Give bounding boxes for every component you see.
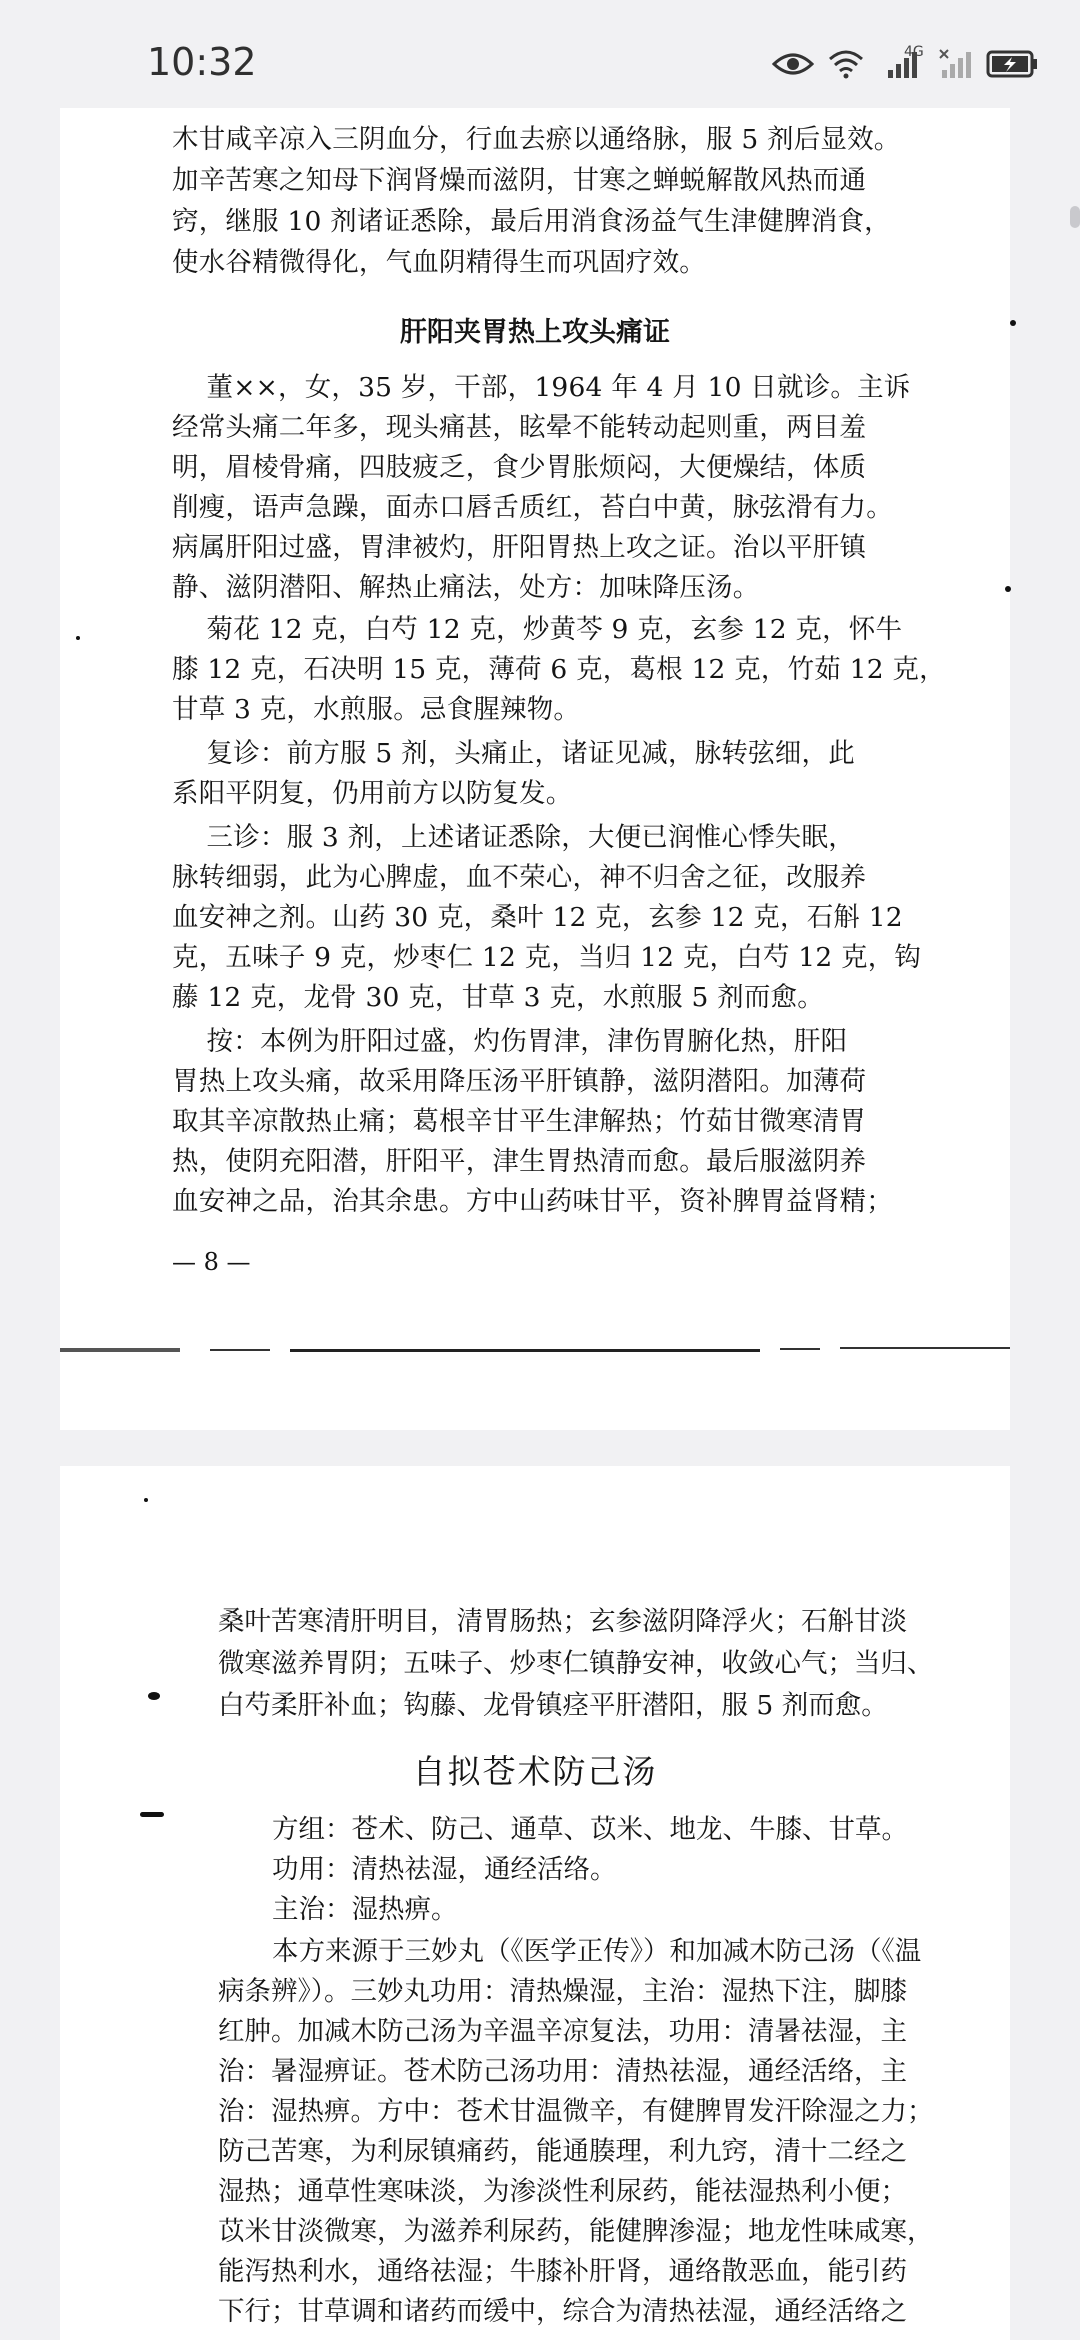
- text-line: 藤 12 克，龙骨 30 克，甘草 3 克，水煎服 5 剂而愈。: [172, 982, 824, 1013]
- signal-icon: [878, 44, 924, 80]
- text-line: 明，眉棱骨痛，四肢疲乏，食少胃胀烦闷，大便燥结，体质: [172, 452, 867, 483]
- text-line: 加辛苦寒之知母下润肾燥而滋阴，甘寒之蝉蜕解散风热而通: [172, 165, 867, 196]
- battery-charging-icon: [986, 49, 1040, 79]
- text-line: 取其辛凉散热止痛；葛根辛甘平生津解热；竹茹甘微寒清胃: [172, 1106, 867, 1137]
- wifi-icon: [828, 49, 864, 79]
- status-icons: [772, 44, 1040, 84]
- scrollbar-thumb[interactable]: [1070, 206, 1080, 228]
- section-heading: 自拟苍术防己汤: [412, 1752, 658, 1791]
- text-line: 甘草 3 克，水煎服。忌食腥辣物。: [172, 694, 581, 725]
- page-number: — 8 —: [172, 1248, 251, 1276]
- scan-speck: [148, 1692, 160, 1700]
- text-line: 红肿。加减木防己汤为辛温辛凉复法，功用：清暑祛湿，主: [218, 2016, 907, 2047]
- text-line: 苡米甘淡微寒，为滋养利尿药，能健脾渗湿；地龙性味咸寒，: [218, 2216, 934, 2247]
- text-line: 桑叶苦寒清肝明目，清胃肠热；玄参滋阴降浮火；石斛甘淡: [218, 1606, 907, 1637]
- text-line: 静、滋阴潜阳、解热止痛法，处方：加味降压汤。: [172, 572, 760, 603]
- scan-speck: [76, 636, 80, 640]
- text-line: 董××，女，35 岁，干部，1964 年 4 月 10 日就诊。主诉: [172, 372, 911, 403]
- text-line: 按：本例为肝阳过盛，灼伤胃津，津伤胃腑化热，肝阳: [172, 1026, 848, 1057]
- document-page-2: [60, 1466, 1010, 2340]
- text-line: 方组：苍术、防己、通草、苡米、地龙、牛膝、甘草。: [272, 1814, 908, 1845]
- text-line: 血安神之剂。山药 30 克，桑叶 12 克，玄参 12 克，石斛 12: [172, 902, 903, 933]
- text-line: 白芍柔肝补血；钩藤、龙骨镇痉平肝潜阳，服 5 剂而愈。: [218, 1690, 888, 1721]
- text-line: 血安神之品，治其余患。方中山药味甘平，资补脾胃益肾精；: [172, 1186, 893, 1217]
- text-line: 治：暑湿痹证。苍术防己汤功用：清热祛湿，通经活络，主: [218, 2056, 907, 2087]
- no-signal-icon: [938, 48, 972, 80]
- status-time: 10:32: [147, 40, 257, 84]
- document-page-1: [60, 108, 1010, 1430]
- text-line: 菊花 12 克，白芍 12 克，炒黄芩 9 克，玄参 12 克，怀牛: [172, 614, 903, 645]
- text-line: 湿热；通草性寒味淡，为渗淡性利尿药，能祛湿热利小便；: [218, 2176, 907, 2207]
- text-line: 病条辨》）。三妙丸功用：清热燥湿，主治：湿热下注，脚膝: [218, 1976, 907, 2007]
- text-line: 使水谷精微得化，气血阴精得生而巩固疗效。: [172, 247, 706, 278]
- text-line: 克，五味子 9 克，炒枣仁 12 克，当归 12 克，白芍 12 克，钩: [172, 942, 922, 973]
- text-line: 功用：清热祛湿，通经活络。: [272, 1854, 617, 1885]
- text-line: 治：湿热痹。方中：苍术甘温微辛，有健脾胃发汗除湿之力；: [218, 2096, 934, 2127]
- eye-icon: [772, 50, 814, 78]
- text-line: 热，使阴充阳潜，肝阳平，津生胃热清而愈。最后服滋阴养: [172, 1146, 867, 1177]
- scan-speck: [1005, 586, 1011, 592]
- section-heading: 肝阳夹胃热上攻头痛证: [400, 317, 670, 348]
- text-line: 微寒滋养胃阴；五味子、炒枣仁镇静安神，收敛心气；当归、: [218, 1648, 934, 1679]
- text-line: 系阳平阴复，仍用前方以防复发。: [172, 778, 573, 809]
- text-line: 主治：湿热痹。: [272, 1894, 458, 1925]
- scan-speck: [140, 1812, 164, 1817]
- text-line: 膝 12 克，石决明 15 克，薄荷 6 克，葛根 12 克，竹茹 12 克，: [172, 654, 946, 685]
- text-line: 脉转细弱，此为心脾虚，血不荣心，神不归舍之征，改服养: [172, 862, 867, 893]
- scan-edge-line: [60, 1346, 1010, 1354]
- text-line: 下行；甘草调和诸药而缓中，综合为清热祛湿，通经活络之: [218, 2296, 907, 2327]
- text-line: 木甘咸辛凉入三阴血分，行血去瘀以通络脉，服 5 剂后显效。: [172, 124, 901, 155]
- text-line: 复诊：前方服 5 剂，头痛止，诸证见减，脉转弦细，此: [172, 738, 855, 769]
- text-line: 本方来源于三妙丸（《医学正传》）和加减木防己汤（《温: [272, 1936, 922, 1967]
- text-line: 经常头痛二年多，现头痛甚，眩晕不能转动起则重，两目羞: [172, 412, 867, 443]
- text-line: 胃热上攻头痛，故采用降压汤平肝镇静，滋阴潜阳。加薄荷: [172, 1066, 867, 1097]
- scan-speck: [1010, 320, 1016, 326]
- text-line: 窍，继服 10 剂诸证悉除，最后用消食汤益气生津健脾消食，: [172, 206, 891, 237]
- text-line: 削瘦，语声急躁，面赤口唇舌质红，苔白中黄，脉弦滑有力。: [172, 492, 893, 523]
- scan-speck: [144, 1498, 148, 1502]
- network-type-label: 4G: [904, 44, 924, 60]
- text-line: 防己苦寒，为利尿镇痛药，能通腠理，利九窍，清十二经之: [218, 2136, 907, 2167]
- text-line: 病属肝阳过盛，胃津被灼，肝阳胃热上攻之证。治以平肝镇: [172, 532, 867, 563]
- text-line: 能泻热利水，通络祛湿；牛膝补肝肾，通络散恶血，能引药: [218, 2256, 907, 2287]
- text-line: 三诊：服 3 剂，上述诸证悉除，大便已润惟心悸失眠，: [172, 822, 855, 853]
- status-bar: [0, 0, 1080, 108]
